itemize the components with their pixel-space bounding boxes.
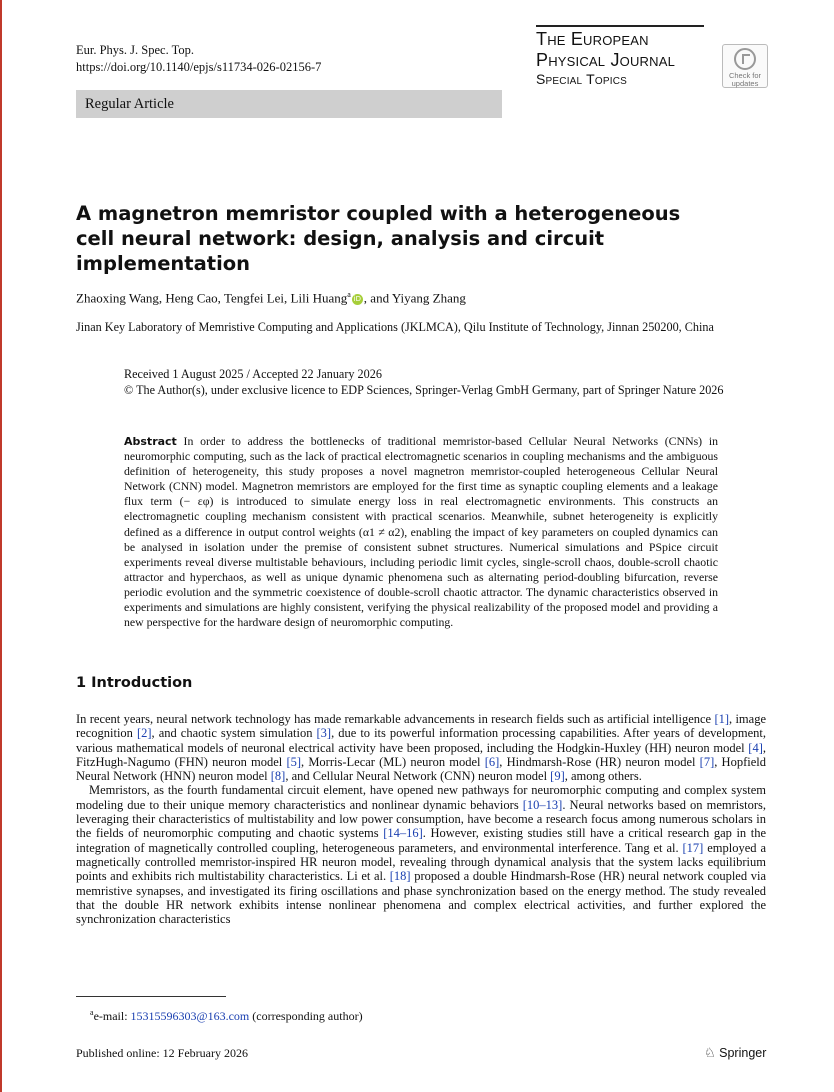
published-date: Published online: 12 February 2026 (76, 1046, 248, 1060)
footnote-label: e-mail: (93, 1009, 131, 1023)
author-list (76, 286, 466, 306)
paragraph-1: In recent years, neural network technology has made remarkable advancements in research fields such as artificial intelligence [1], image recognition [2], and chaotic system simulation [3], due to its powerful information processing capabilities. After years of development, various mathematical models of neuronal electrical activity have been proposed, including the Hodgkin-Huxley (HH) neuron model [4], FitzHugh-Nagumo (FHN) neuron model [5], Morris-Lecar (ML) neuron model [6], Hindmarsh-Rose (HR) neuron model [7], Hopfield Neural Network (HNN) neuron model [8], and Cellular Neural Network (CNN) neuron model [9], among others. (76, 712, 767, 784)
citation-link[interactable]: [4] (748, 740, 763, 755)
authors-last: , and Yiyang Zhang (363, 290, 466, 306)
citation-link[interactable]: [17] (682, 840, 704, 855)
citation-link[interactable]: [7] (699, 754, 715, 769)
citation-link[interactable]: [1] (714, 712, 730, 726)
citation-link[interactable]: [3] (316, 726, 332, 741)
author-affil-marker: a (347, 290, 351, 299)
footnote (90, 1005, 363, 1024)
email-link[interactable]: 15315596303@163.com (130, 1009, 250, 1023)
updates-text-1: Check for (728, 71, 762, 80)
citation-link[interactable]: [5] (286, 754, 302, 769)
citation-link[interactable]: [2] (136, 726, 152, 741)
logo-rule (536, 25, 704, 27)
paragraph-2: Memristors, as the fourth fundamental circuit element, have opened new pathways for neuromorphic computing and complex system modeling due to their unique memory characteristics and nonlinear dynamic behaviors [10–13]. Neural networks based on memristors, leveraging their characteristics of multistability and low power consumption, have become a research focus among numerous scholars in the fields of neuromorphic computing and chaotic systems [14–16]. However, existing studies still have a critical research gap in the integration of magnetically controlled coupling, heterogeneous parameters, and environmental interference. Tang et al. [17] employed a magnetically controlled memristor-inspired HR neuron model, revealing through dynamical analysis that the system lacks equilibrium points and exhibits rich multistability characteristics. Li et al. [18] proposed a double Hindmarsh-Rose (HR) neural network coupled via memristive synapses, and investigated its firing oscillations and phase synchronization based on the energy method. The study revealed that the double HR network exhibits intense nonlinear phenomena and complex electrical activities, and further explored the synchronization characteristics (76, 783, 767, 927)
copyright-notice: © The Author(s), under exclusive licence to EDP Sciences, Springer-Verlag GmbH Germany, part of Springer Nature 2026 (124, 382, 724, 397)
footnote-marker: a (90, 1008, 94, 1017)
check-updates-icon (734, 48, 756, 70)
citation-link[interactable]: [9] (550, 769, 565, 784)
article-type-banner: Regular Article (76, 90, 502, 118)
abstract-text: In order to address the bottlenecks of traditional memristor-based Cellular Neural Networks (CNNs) in neuromorphic computing, such as the lack of practical electromagnetic scenarios in coupling mechanisms and the ambiguous definition of heterogeneity, this study proposes a novel magnetron memristor-coupled heterogeneous Cellular Neural Network (CNN) model. Magnetron memristors are employed for the first time as synaptic coupling elements and a leakage flux term (− εφ) is introduced to simulate energy loss in real electromagnetic environments. This constructs an electromagnetic coupling mechanism consistent with practical scenarios. Meanwhile, subnet heterogeneity is explicitly defined as a difference in output control weights (α1 ≠ α2), enabling the impact of key parameters on coupled dynamics can be analysed in isolation under the premise of consistent subnet structures. Numerical simulations and PSpice circuit experiments reveal diverse multistable behaviours, including periodic limit cycles, single-scroll chaos, double-scroll chaotic attractor and hyperchaos, as well as unique dynamic phenomena such as alternating period-doubling bifurcation, reverse periodic evolution and the symmetric coexistence of double-scroll chaotic attractor. The dynamic characteristics observed in experiments and simulations are highly consistent, verifying the physical realizability of the proposed model and providing a new perspective for the hardware design of neuromorphic computing. (124, 434, 718, 630)
updates-text-2: updates (731, 79, 759, 88)
authors-first: Zhaoxing Wang, Heng Cao, Tengfei Lei, Lili Huang (76, 290, 348, 306)
journal-abbrev: Eur. Phys. J. Spec. Top. (76, 43, 194, 57)
journal-reference (76, 42, 321, 76)
citation-link[interactable]: [18] (389, 869, 411, 884)
publisher-logo (704, 1045, 766, 1062)
footnote-rule (76, 996, 226, 997)
logo-line-1: The European (536, 29, 649, 49)
received-accepted: Received 1 August 2025 / Accepted 22 January 2026 (124, 367, 382, 381)
article-dates (124, 367, 724, 398)
article-title: A magnetron memristor coupled with a heterogeneous cell neural network: design, analysis and circuit implementation (76, 202, 681, 275)
section-heading-introduction: 1 Introduction (76, 675, 193, 691)
logo-line-2: Physical Journal (536, 50, 676, 70)
logo-line-3: Special Topics (536, 71, 628, 87)
springer-horse-icon: ♘ (704, 1046, 716, 1061)
footnote-note: (corresponding author) (249, 1009, 363, 1023)
affiliation: Jinan Key Laboratory of Memristive Computing and Applications (JKLMCA), Qilu Institute of Technology, Jinnan 250200, China (76, 320, 714, 334)
check-for-updates-button[interactable] (722, 44, 768, 88)
introduction-body (76, 712, 766, 926)
citation-link[interactable]: [8] (270, 769, 286, 784)
journal-logo (536, 25, 704, 88)
citation-link[interactable]: [6] (484, 754, 500, 769)
abstract (124, 434, 718, 630)
citation-link[interactable]: [14–16] (383, 826, 423, 841)
publisher-name: Springer (719, 1046, 767, 1060)
orcid-icon[interactable]: iD (353, 294, 361, 303)
citation-link[interactable]: [10–13] (522, 797, 563, 812)
page-edge-marker (0, 0, 2, 1092)
abstract-label: Abstract (124, 435, 177, 448)
doi-link[interactable]: https://doi.org/10.1140/epjs/s11734-026-02156-7 (76, 60, 322, 74)
